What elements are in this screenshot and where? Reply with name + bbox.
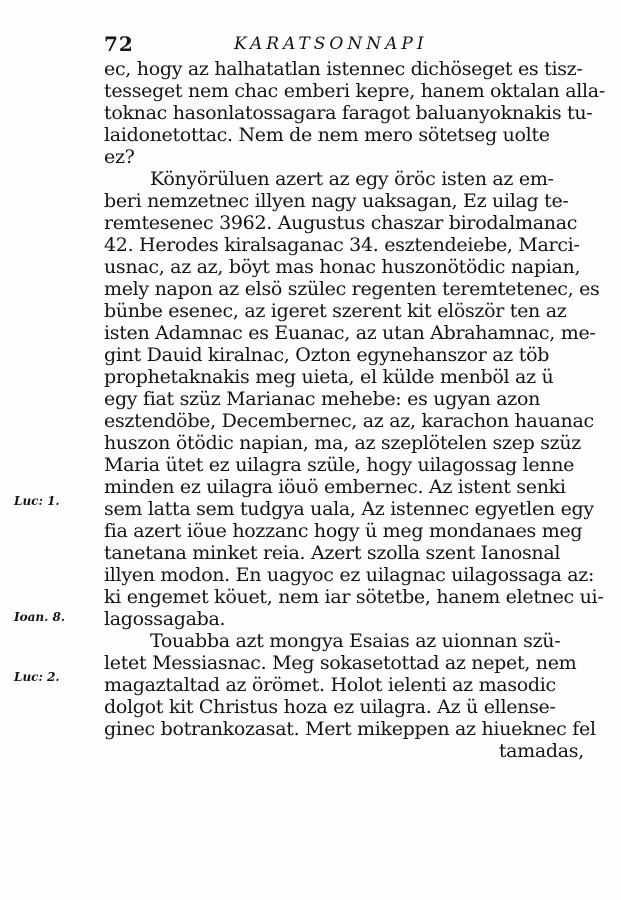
text-line: ec, hogy az halhatatlan istennec dichöseget es tisz- (104, 58, 583, 80)
text-line: fia azert iöue hozzanc hogy ü meg mondanaes meg (104, 520, 583, 542)
margin-note-luc-2: Luc: 2. (14, 670, 60, 684)
page-header (104, 32, 584, 58)
text-line: prophetaknakis meg uieta, el külde menböl az ü (104, 366, 554, 388)
paragraph-start-line: Könyörüluen azert az egy öröc isten az em- (150, 168, 554, 190)
text-line: gint Dauid kiralnac, Ozton egynehanszor az töb (104, 344, 550, 366)
text-line: letet Messiasnac. Meg sokasetottad az nepet, nem (104, 652, 577, 674)
text-line: usnac, az az, böyt mas honac huszonötödic napian, (104, 256, 581, 278)
paragraph-start-line: Touabba azt mongya Esaias az uionnan szü- (150, 630, 561, 652)
margin-note-ioan-8: Ioan. 8. (14, 610, 65, 624)
margin-note-luc-1: Luc: 1. (14, 494, 60, 508)
text-line: toknac hasonlatossagara faragot baluanyoknakis tu- (104, 102, 593, 124)
text-line: isten Adamnac es Euanac, az utan Abrahamnac, me- (104, 322, 596, 344)
text-line: mely napon az elsö szülec regenten teremtetenec, es (104, 278, 600, 300)
text-line: beri nemzetnec illyen nagy uaksagan, Ez uilag te- (104, 190, 569, 212)
text-line: egy fiat szüz Marianac mehebe: es ugyan azon (104, 388, 541, 410)
page-number: 72 (104, 32, 134, 56)
text-line: dolgot kit Christus hoza ez uilagra. Az ü ellense- (104, 696, 556, 718)
text-line: tanetana minket reia. Azert szolla szent Ianosnal (104, 542, 561, 564)
text-line: ki engemet köuet, nem iar sötetbe, hanem eletnec ui- (104, 586, 604, 608)
text-line: Maria ütet ez uilagra szüle, hogy uilagossag lenne (104, 454, 575, 476)
text-line: ginec botrankozasat. Mert mikeppen az hiueknec fel (104, 718, 596, 740)
text-line: remtesenec 3962. Augustus chaszar birodalmanac (104, 212, 578, 234)
text-line: tesseget nem chac emberi kepre, hanem oktalan alla- (104, 80, 605, 102)
text-line: laidonetottac. Nem de nem mero sötetseg uolte (104, 124, 550, 146)
text-line: huszon ötödic napian, ma, az szeplötelen szep szüz (104, 432, 582, 454)
running-head: KARATSONNAPI (234, 34, 428, 54)
text-line: esztendöbe, Decembernec, az az, karachon hauanac (104, 410, 594, 432)
body-text (104, 58, 605, 762)
text-line: magaztaltad az örömet. Holot ielenti az masodic (104, 674, 556, 696)
catchword: tamadas, (498, 740, 584, 762)
text-line: minden ez uilagra iöuö embernec. Az istent senki (104, 476, 566, 498)
text-line: sem latta sem tudgya uala, Az istennec egyetlen egy (104, 498, 594, 520)
text-line: illyen modon. En uagyoc ez uilagnac uilagossaga az: (104, 564, 595, 586)
text-line: 42. Herodes kiralsaganac 34. esztendeiebe, Marci- (104, 234, 580, 256)
text-line: bünbe esenec, az igeret szerent kit elöször ten az (104, 300, 567, 322)
text-line: ez? (104, 146, 135, 168)
text-line: lagossagaba. (104, 608, 226, 630)
